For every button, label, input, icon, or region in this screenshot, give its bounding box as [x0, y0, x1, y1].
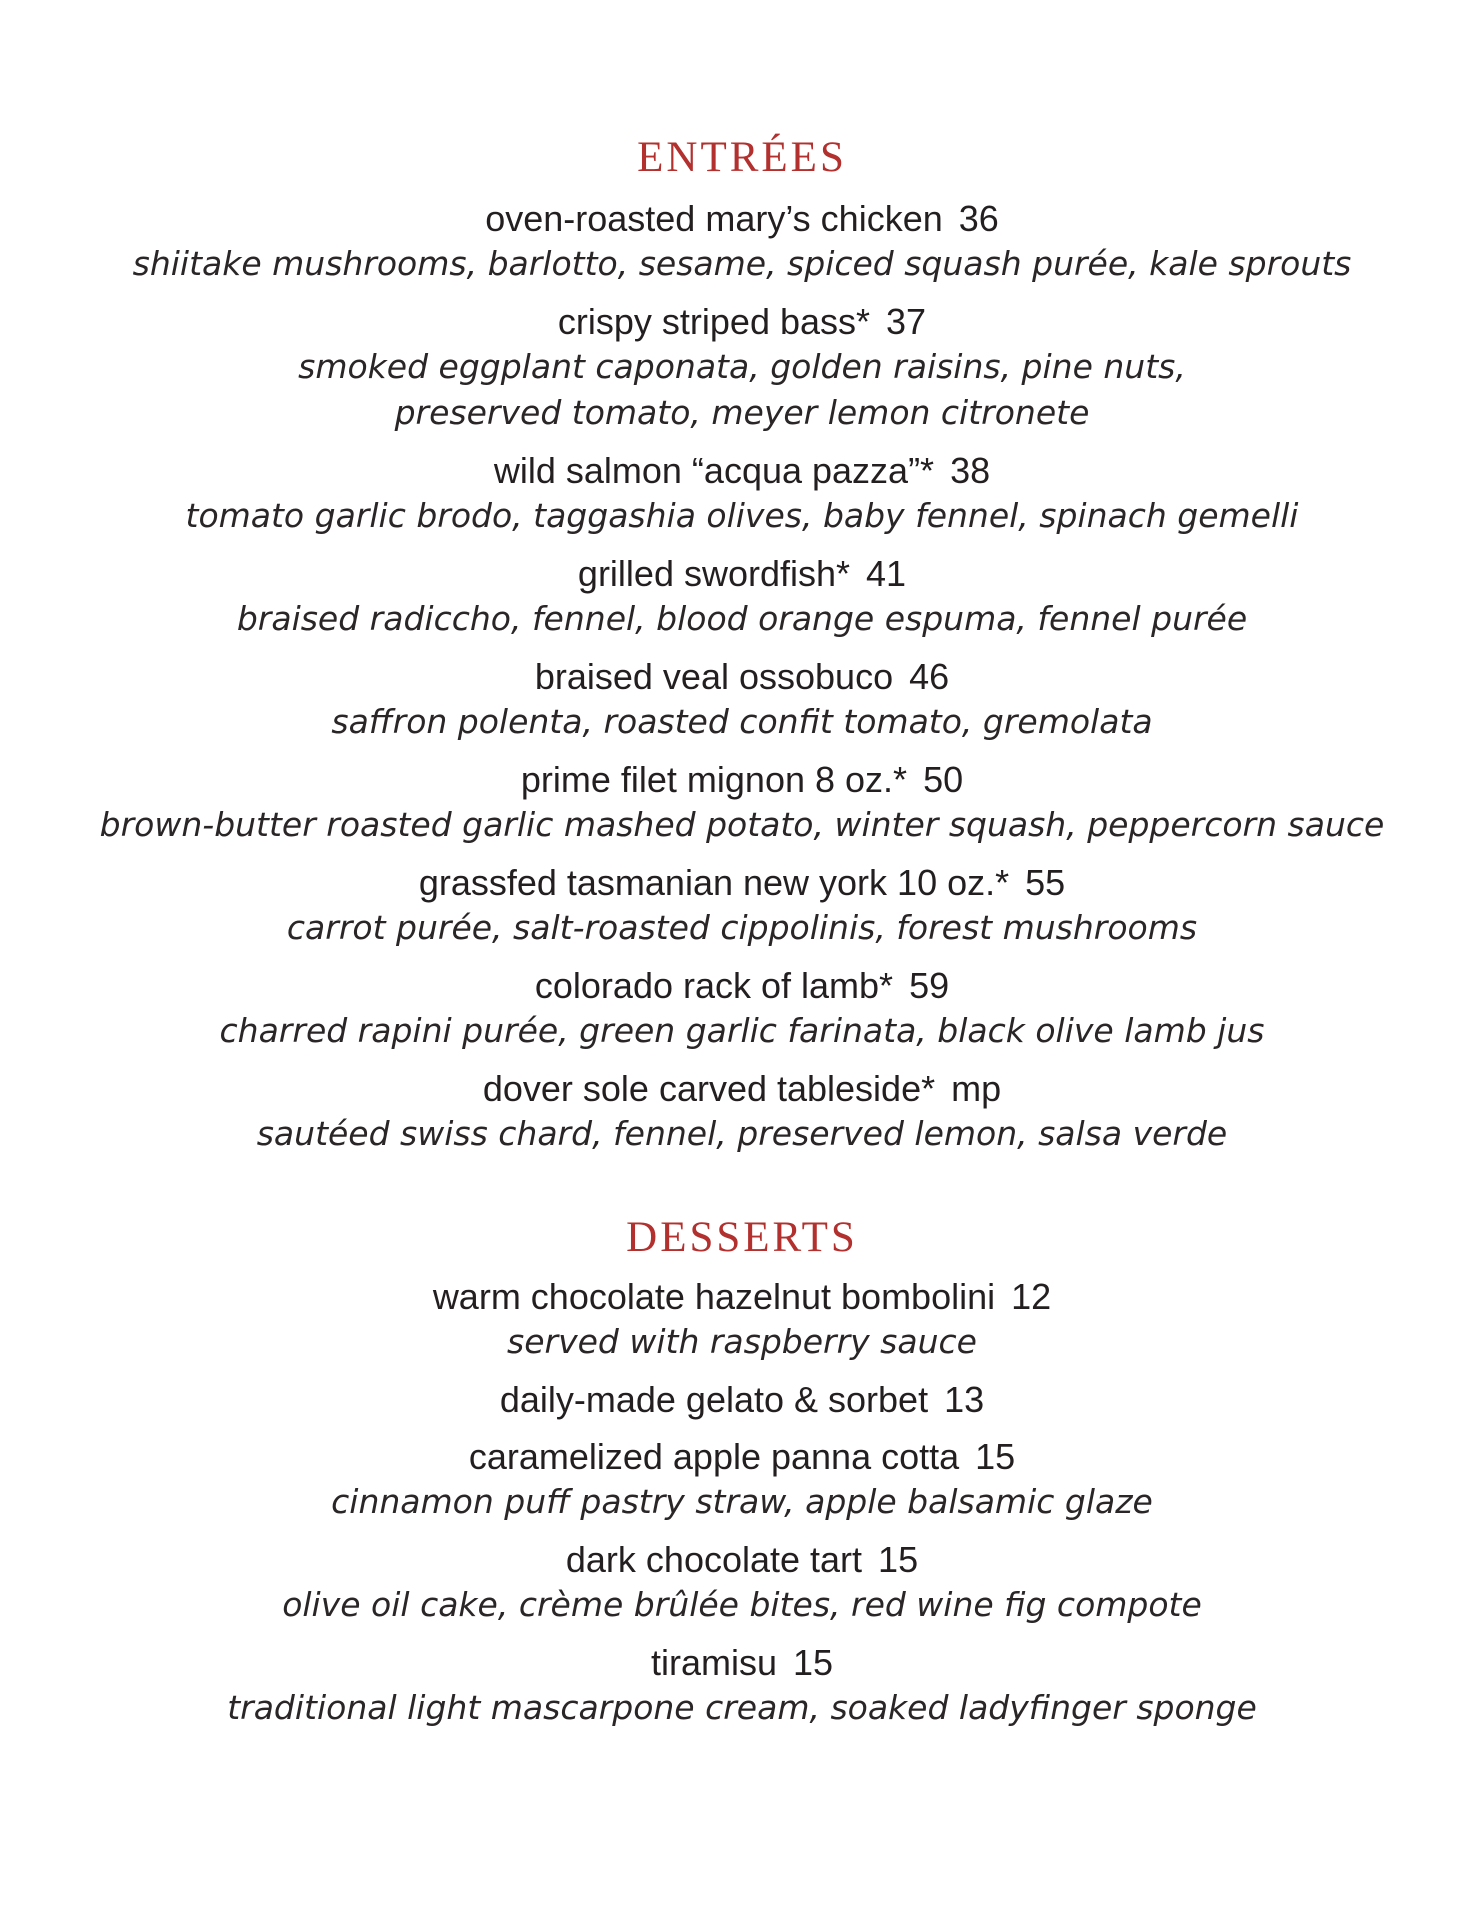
menu-item: [0, 758, 1484, 848]
menu-item-price: 13: [944, 1379, 985, 1420]
menu-item-description: carrot purée, salt-roasted cippolinis, forest mushrooms: [286, 908, 1198, 947]
menu-item-price: 55: [1025, 862, 1066, 903]
menu-item-name: warm chocolate hazelnut bombolini: [432, 1276, 996, 1317]
menu-item-heading: [0, 861, 1484, 905]
menu-item-name: dark chocolate tart: [565, 1539, 863, 1580]
menu-item-heading: [0, 1275, 1484, 1319]
menu-item-name: dover sole carved tableside*: [482, 1068, 936, 1109]
menu-item-description: preserved tomato, meyer lemon citronete: [394, 393, 1090, 432]
menu-item: [0, 1067, 1484, 1157]
menu-item-description: olive oil cake, crème brûlée bites, red wine fig compote: [282, 1585, 1202, 1624]
menu-item: [0, 1378, 1484, 1422]
menu-item: [0, 1538, 1484, 1628]
menu-item-description: sautéed swiss chard, fennel, preserved lemon, salsa verde: [256, 1114, 1228, 1153]
menu-item: [0, 861, 1484, 951]
menu-item-heading: [0, 964, 1484, 1008]
menu-item-name: crispy striped bass*: [557, 301, 871, 342]
menu-item-description: cinnamon puff pastry straw, apple balsamic glaze: [331, 1482, 1153, 1521]
menu-item: [0, 964, 1484, 1054]
menu-item-description: tomato garlic brodo, taggashia olives, baby fennel, spinach gemelli: [185, 496, 1299, 535]
menu-item-name: grassfed tasmanian new york 10 oz.*: [418, 862, 1010, 903]
menu-item-heading: [0, 1641, 1484, 1685]
menu-item-description: brown-butter roasted garlic mashed potato, winter squash, peppercorn sauce: [99, 805, 1385, 844]
menu-item-price: 50: [923, 759, 964, 800]
menu-item-price: 59: [909, 965, 950, 1006]
menu-item: [0, 1275, 1484, 1365]
menu-item-price: 15: [975, 1436, 1016, 1477]
menu-item-name: tiramisu: [650, 1642, 777, 1683]
menu-item-heading: [0, 1538, 1484, 1582]
menu-item-name: braised veal ossobuco: [534, 656, 894, 697]
menu-item-heading: [0, 758, 1484, 802]
menu-item-description: braised radiccho, fennel, blood orange espuma, fennel purée: [236, 599, 1248, 638]
menu-item-price: 15: [878, 1539, 919, 1580]
menu-item-name: grilled swordfish*: [577, 553, 851, 594]
menu-item: [0, 1641, 1484, 1731]
menu-item-name: wild salmon “acqua pazza”*: [493, 450, 935, 491]
menu-item-description: saffron polenta, roasted confit tomato, gremolata: [331, 702, 1153, 741]
menu-item: [0, 300, 1484, 436]
menu-item-name: colorado rack of lamb*: [534, 965, 894, 1006]
menu-item-heading: [0, 552, 1484, 596]
menu-item: [0, 552, 1484, 642]
menu-item-name: prime filet mignon 8 oz.*: [520, 759, 908, 800]
menu-item-price: 41: [866, 553, 907, 594]
menu-item-heading: [0, 197, 1484, 241]
menu-item-heading: [0, 655, 1484, 699]
desserts-heading: DESSERTS: [626, 1214, 858, 1261]
menu-item: [0, 1435, 1484, 1525]
menu-item-name: oven-roasted mary’s chicken: [485, 198, 943, 239]
entrees-heading: ENTRÉES: [637, 134, 847, 181]
menu-item: [0, 655, 1484, 745]
entrees-list: [0, 197, 1484, 1157]
menu-item-price: mp: [951, 1068, 1002, 1109]
menu-item-description: charred rapini purée, green garlic farinata, black olive lamb jus: [219, 1011, 1265, 1050]
desserts-list: [0, 1275, 1484, 1731]
menu-item-name: caramelized apple panna cotta: [468, 1436, 960, 1477]
menu-item-heading: [0, 1435, 1484, 1479]
menu-item-description: smoked eggplant caponata, golden raisins, pine nuts,: [298, 347, 1186, 386]
menu-item-name: daily-made gelato & sorbet: [499, 1379, 929, 1420]
menu-item: [0, 197, 1484, 287]
menu-item-price: 37: [886, 301, 927, 342]
menu-item: [0, 449, 1484, 539]
menu-item-price: 12: [1011, 1276, 1052, 1317]
menu-item-description: traditional light mascarpone cream, soaked ladyfinger sponge: [227, 1688, 1257, 1727]
menu-item-heading: [0, 1067, 1484, 1111]
menu-item-price: 46: [909, 656, 950, 697]
menu-item-price: 36: [958, 198, 999, 239]
menu-item-price: 15: [792, 1642, 834, 1683]
menu-item-heading: [0, 449, 1484, 493]
menu-item-description: shiitake mushrooms, barlotto, sesame, spiced squash purée, kale sprouts: [132, 244, 1352, 283]
menu-item-description: served with raspberry sauce: [507, 1322, 977, 1361]
menu-item-heading: [0, 1378, 1484, 1422]
menu-item-heading: [0, 300, 1484, 344]
menu-item-price: 38: [950, 450, 991, 491]
